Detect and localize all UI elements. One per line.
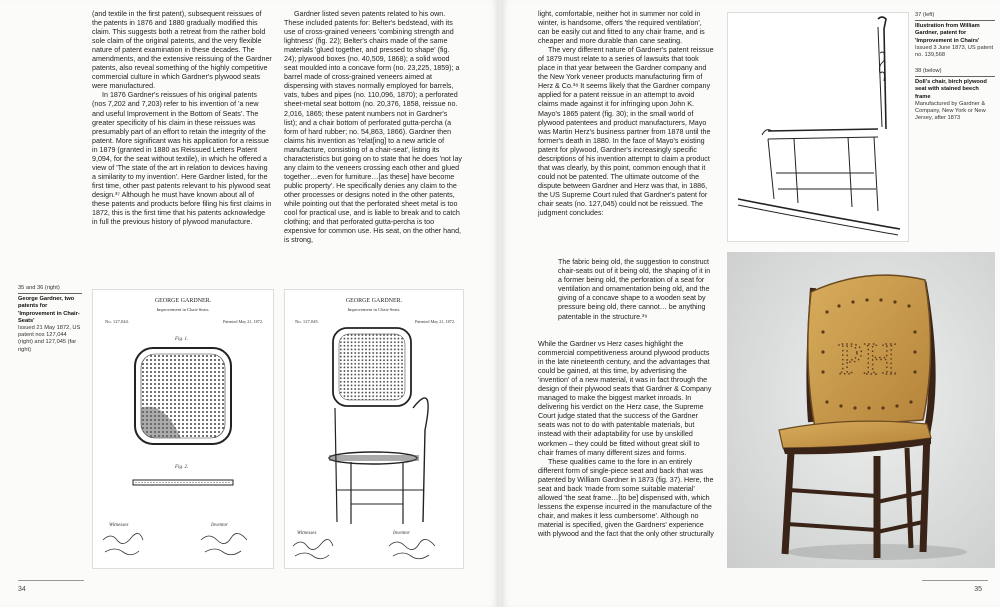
caption-title: Illustration from William Gardner, patent for 'Improvement in Chairs'	[915, 23, 980, 44]
dolls-chair-svg	[727, 252, 995, 568]
witnesses-label: Witnesses	[297, 531, 317, 536]
left-column-1	[92, 10, 272, 227]
caption-35-36	[18, 285, 82, 354]
paragraph: In 1876 Gardner's reissues of his original patents (nos 7,202 and 7,203) refer to his invention of 'a new and useful Improvement in the Bottom of Seats'. The greater specificity of his claim in these reissues was presumably part of an effort to retain the integrity of the patent. More significant was his application for a reissue in 1879 (granted in 1880 as Reissued Letters Patent 9,094, for the seat without textile), in which he offered a view of 'The state of the art in relation to devices having a similarity to my invention'. Here Gardner listed, for the first time, other past patents relevant to his plywood seat design.³⁷ Although he must have known about all of these patents and products before filing his first claims in 1872, this is the first time that his patents acknowledge in full the previous history of plywood manufacture.	[92, 91, 272, 227]
patent-number: No. 127,045.	[295, 319, 319, 324]
paragraph: While the Gardner vs Herz cases highlight the commercial competitiveness around plywood products in the late nineteenth century, and the advantages that could be gained, at this time, by advertising the 'invention' of a new material, it was in fact through the design of their plywood seats that Gardner & Company managed to make the biggest market inroads. In delivering his verdict on the Herz case, the Supreme Court judge stated that the success of the Gardner seats was not to do with patentable materials, but instead with their adaptability for use by unskilled workmen – they could be fitted without great skill to chair frames of many different sizes and forms.	[538, 340, 712, 457]
photo-letters: PH	[837, 333, 897, 384]
paragraph: These qualities came to the fore in an entirely different form of single-piece seat and back that was patented by William Gardner in 1873 (fig. 37). Here, the seat and back 'made from some suitable material' allowed 'the seat frame…[to be] dispensed with, which lessens the expense incurred in the manufacture of the chair, and makes it less cumbersome'. Although no material is specified, given the Gardners' experience with plywood and the fact that the only other structurally	[538, 457, 714, 538]
paragraph: light, comfortable, neither hot in summer nor cold in winter, is handsome, offers 'the required ventilation', can be easily cut and fitted to any chair frame, and is cheaper and more durable than cane seating.	[538, 10, 705, 46]
right-column-1a	[538, 10, 714, 218]
caption-body: Issued 3 June 1873, US patent no. 139,568	[915, 44, 994, 59]
right-column-1b	[538, 340, 714, 539]
patent-number: No. 127,044.	[105, 319, 129, 324]
patent-drawing-127045	[284, 289, 464, 569]
patent-subtitle: Improvement in Chair-Seats.	[156, 307, 210, 312]
inventor-label: Inventor	[211, 523, 228, 528]
patent-date: Patented May 21, 1872.	[223, 319, 263, 324]
patent-subtitle: Improvement in Chair-Seats.	[347, 307, 401, 312]
caption-number: 37 (left)	[915, 12, 935, 18]
figure-label: Fig. 2.	[175, 465, 189, 470]
rocking-chair-patent-illustration	[727, 12, 909, 242]
patent-drawing-svg	[285, 290, 463, 568]
witnesses-label: Witnesses	[109, 523, 129, 528]
paragraph: The very different nature of Gardner's patent reissue of 1879 must relate to a series of lawsuits that took place in that year between the Gardner company and the New York veneer products manufacturing firm of Herz & Co.³⁸ It seems likely that the Gardner company applied for a patent reissue in an attempt to avoid claims made against it for infringing upon John K. Mayo's 1865 patent (fig. 30); in the small world of plywood patentees and product manufacturers, Mayo was Martin Herz's business partner from 1878 until the former's death in 1880. In the face of Mayo's existing patent for plywood, Gardner's increasingly specific descriptions of his invention attempt to claim a product that was clearly, by this point, common enough that it could not be patented. The ultimate outcome of the dispute between Gardner and Herz was that, in 1886, the US Supreme Court ruled that Gardner's patent for chair seats (no. 127,045) could not be reissued. The judgment concludes:	[538, 46, 714, 218]
caption-body: Manufactured by Gardner & Company, New York or New Jersey, after 1873	[915, 100, 986, 122]
signature-scribble	[389, 539, 435, 558]
figure-label: Fig. 1.	[175, 337, 189, 342]
patent-drawing-127044	[92, 289, 274, 569]
dolls-chair-photo	[727, 252, 995, 568]
paragraph: Gardner listed seven patents related to his own. These included patents for: Belter's bedstead, with its use of cross-grained veneers 'combining strength and lightness' (fig. 22); Belter's chairs made of the same materials 'glued together, and pressed to shape' (fig. 24); plywood boxes (no. 40,509, 1868); a solid wood seat moulded into a concave form (no. 23,225, 1859); a barrel made of cross-grained veneers aimed at dispensing with staves normally employed for barrels, vats, tubes and pipes (no. 110,096, 1870); a perforated sheet-metal seat bottom (no. 20,376, 1858, reissue no. 2,016, 1865; these patent numbers not in Gardner's list); and a chair bottom of perforated gutta-percha (a form of hard rubber; no. 54,863, 1866). Gardner then claims his invention as 'relat[ing] to a new article of manufacture, consisting of a chair-seat', listing its characteristics but going on to state that he does 'not lay any claim to the veneers crossing each other and glued together…even for furniture…[as these] have become public property'. He specifically denies any claim to the other processes or designs noted in the other patents, while pointing out that the perforated sheet metal is too cool for practical use, and is liable to break and to catch clothing; and that perforated gutta-percha is too expensive for common use. His seat, on the other hand, is strong,	[284, 10, 463, 245]
page-number: 34	[18, 586, 26, 593]
caption-body: Issued 21 May 1872, US patent nos 127,044 (right) and 127,045 (far right)	[18, 325, 81, 353]
footer-rule	[18, 580, 84, 581]
signature-scribble	[103, 533, 143, 554]
right-page	[502, 0, 1000, 607]
caption-number: 35 and 36 (right)	[18, 285, 60, 291]
patent-date: Patented May 21, 1872.	[415, 319, 455, 324]
block-quote: The fabric being old, the suggestion to construct chair-seats out of it being old, the shaping of it in a former being old, the perforation of a seat for ventilation and ornamentation being old, and the giving of a concave shape to a wooden seat by pressure being old, there cannot… be anything patentable in the structure.³⁹	[558, 258, 711, 321]
left-column-2	[284, 10, 462, 245]
signature-scribble	[201, 533, 247, 554]
footer-rule	[922, 580, 988, 581]
patent-name: GEORGE GARDNER.	[154, 298, 212, 304]
caption-number: 38 (below)	[915, 68, 942, 74]
caption-38	[915, 68, 995, 122]
inventor-label: Inventor	[393, 531, 410, 536]
caption-title: George Gardner, two patents for 'Improvement in Chair-Seats'	[18, 296, 80, 324]
caption-37	[915, 12, 995, 59]
rocking-chair-svg	[728, 13, 908, 241]
left-page	[0, 0, 498, 607]
caption-title: Doll's chair, birch plywood seat with stained beech frame	[915, 79, 987, 100]
patent-drawing-svg	[93, 290, 273, 568]
patent-name: GEORGE GARDNER.	[345, 298, 403, 304]
paragraph: (and textile in the first patent), subsequent reissues of the patents in 1876 and 1880 gradually modified this claim. This suggests both a retreat from the rather bold sole claim of the original patents, and the very flexible nature of patent examination in these decades. The amendments, and the extensive reissuing of the Gardner patents, also reveal something of the highly competitive commercial culture in which Gardner's plywood seats were manufactured.	[92, 10, 272, 91]
page-number: 35	[974, 586, 982, 593]
signature-scribble	[293, 539, 333, 558]
